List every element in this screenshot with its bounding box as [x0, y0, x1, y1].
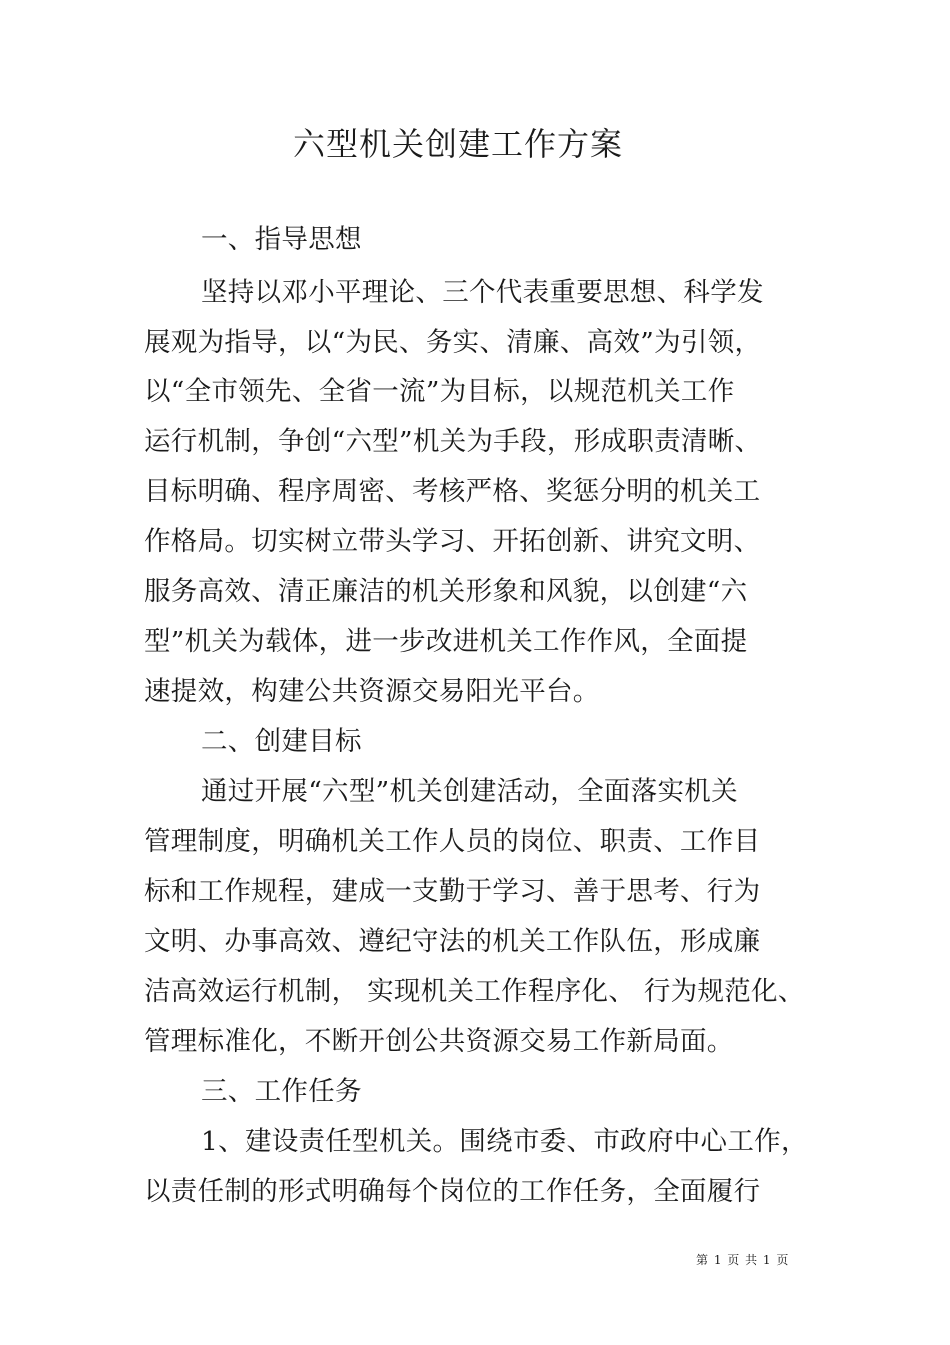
- paragraph-line: 作格局。切实树立带头学习、开拓创新、讲究文明、: [144, 526, 761, 557]
- paragraph-line: 标和工作规程，建成一支勤于学习、善于思考、行为: [144, 876, 761, 907]
- paragraph-line: 管理标准化，不断开创公共资源交易工作新局面。: [144, 1026, 734, 1057]
- paragraph-line: 通过开展“六型”机关创建活动，全面落实机关: [201, 776, 738, 807]
- paragraph-line: 以“全市领先、全省一流”为目标，以规范机关工作: [144, 376, 735, 407]
- paragraph-line: 文明、办事高效、遵纪守法的机关工作队伍，形成廉: [144, 926, 761, 957]
- paragraph-line: 洁高效运行机制， 实现机关工作程序化、 行为规范化、: [144, 976, 805, 1007]
- paragraph-line: 型”机关为载体，进一步改进机关工作作风，全面提: [144, 626, 748, 657]
- paragraph-line: 运行机制，争创“六型”机关为手段，形成职责清晰、: [144, 426, 762, 457]
- page-footer: 第 1 页 共 1 页: [696, 1253, 790, 1267]
- paragraph-line: 目标明确、程序周密、考核严格、奖惩分明的机关工: [144, 476, 761, 507]
- paragraph-line: 以责任制的形式明确每个岗位的工作任务，全面履行: [144, 1176, 761, 1207]
- paragraph-line: 管理制度，明确机关工作人员的岗位、职责、工作目: [144, 826, 761, 857]
- document-title: 六型机关创建工作方案: [292, 125, 623, 163]
- paragraph-line: 服务高效、清正廉洁的机关形象和风貌，以创建“六: [144, 576, 748, 607]
- section-heading-guiding-thought: 一、指导思想: [201, 224, 362, 255]
- paragraph-line: 1、建设责任型机关。围绕市委、市政府中心工作，: [201, 1126, 808, 1157]
- paragraph-line: 坚持以邓小平理论、三个代表重要思想、科学发: [201, 277, 764, 308]
- section-heading-tasks: 三、工作任务: [201, 1076, 362, 1107]
- section-heading-goals: 二、创建目标: [201, 726, 362, 757]
- paragraph-line: 展观为指导，以“为民、务实、清廉、高效”为引领，: [144, 327, 762, 358]
- paragraph-line: 速提效，构建公共资源交易阳光平台。: [144, 676, 600, 707]
